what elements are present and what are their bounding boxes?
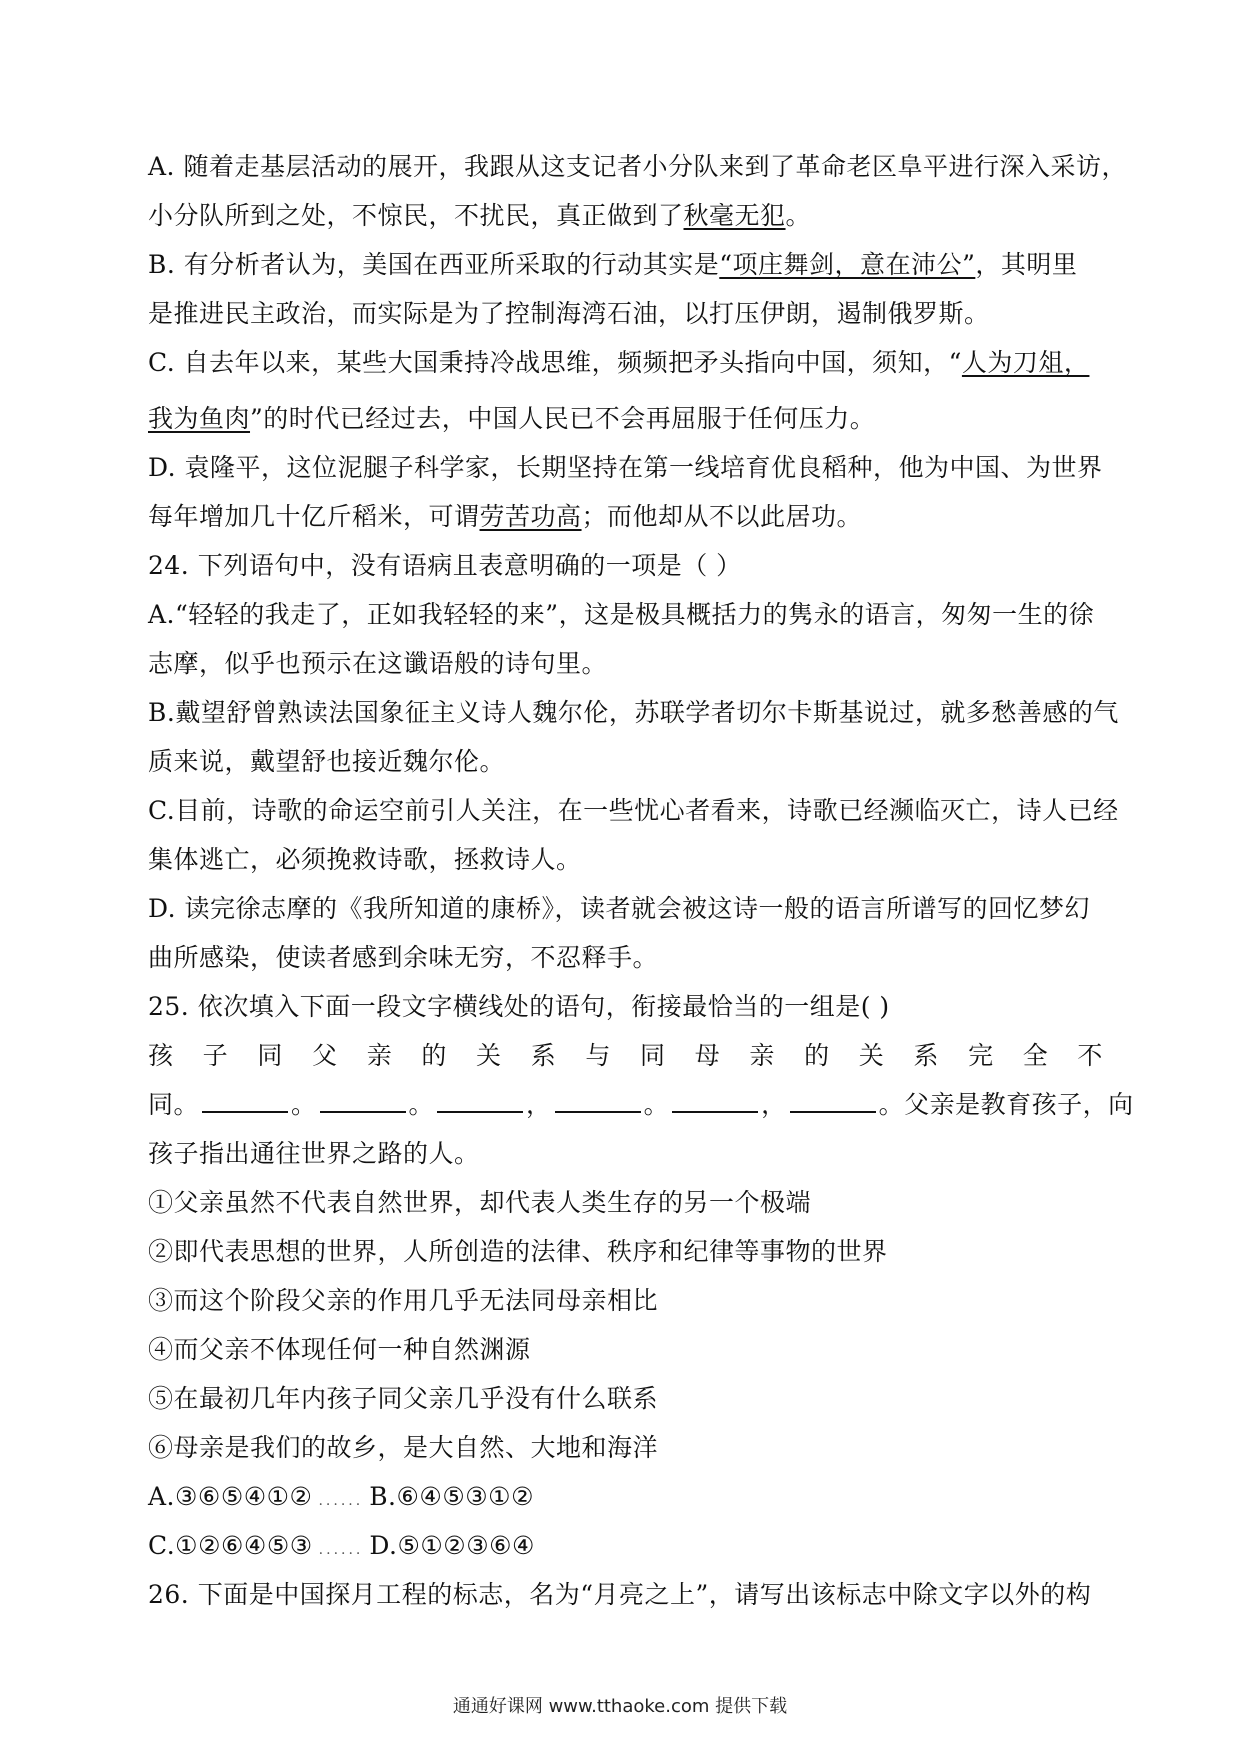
underlined-idiom: 秋毫无犯 [683,201,786,230]
paragraph-char: 与 [585,1041,611,1070]
paragraph-char: 同 [257,1041,283,1070]
underlined-idiom: 我为鱼肉 [148,404,251,433]
q23-option-a-line2: 小分队所到之处，不惊民，不扰民，真正做到了秋毫无犯。 [148,201,812,230]
q25-paragraph-line3: 孩子指出通往世界之路的人。 [148,1139,480,1168]
q24-option-b-line2: 质来说，戴望舒也接近魏尔伦。 [148,747,506,776]
paragraph-char: 同 [640,1041,666,1070]
answer-blank-2[interactable] [320,1091,406,1113]
exam-page [148,152,1134,1610]
q23-option-d-line2: 每年增加几十亿斤稻米，可谓劳苦功高；而他却从不以此居功。 [148,502,863,531]
paragraph-char: 父 [312,1041,338,1070]
q24-option-d-line1: D. 读完徐志摩的《我所知道的康桥》，读者就会被这诗一般的语言所谱写的回忆梦幻 [148,894,1091,923]
underlined-idiom: “项庄舞剑，意在沛公” [719,250,976,279]
q23-option-b-line2: 是推进民主政治，而实际是为了控制海湾石油，以打压伊朗，遏制俄罗斯。 [148,299,990,328]
q24-option-d-line2: 曲所感染，使读者感到余味无穷，不忍释手。 [148,943,659,972]
paragraph-char: 系 [913,1041,939,1070]
q25-sentence-6: ⑥母亲是我们的故乡，是大自然、大地和海洋 [148,1433,659,1462]
q24-option-a-line2: 志摩，似乎也预示在这谶语般的诗句里。 [148,649,608,678]
paragraph-char: 系 [530,1041,557,1070]
q23-option-b-line1: B. 有分析者认为，美国在西亚所采取的行动其实是“项庄舞剑，意在沛公”，其明里 [148,250,1078,279]
q25-sentence-2: ②即代表思想的世界，人所创造的法律、秩序和纪律等事物的世界 [148,1237,888,1266]
q24-option-b-line1: B.戴望舒曾熟读法国象征主义诗人魏尔伦，苏联学者切尔卡斯基说过，就多愁善感的气 [148,698,1119,727]
q25-options-ab: A.③⑥⑤④①② ...... B.⑥④⑤③①② [148,1482,534,1511]
answer-blank-3[interactable] [437,1091,523,1113]
paragraph-char: 亲 [366,1041,393,1070]
q25-paragraph-line2: 同。 。 。 ， 。 ， 。父亲是教育孩子，向 [148,1090,1134,1119]
paragraph-char: 全 [1022,1041,1049,1070]
paragraph-char: 关 [858,1041,885,1070]
q23-option-a-line1: A. 随着走基层活动的展开，我跟从这支记者小分队来到了革命老区阜平进行深入采访， [148,152,1127,181]
q25-paragraph-line1 [148,1041,1103,1071]
q25-options-cd: C.①②⑥④⑤③ ...... D.⑤①②③⑥④ [148,1531,535,1560]
q26-stem: 26. 下面是中国探月工程的标志，名为“月亮之上”，请写出该标志中除文字以外的构 [148,1580,1092,1609]
paragraph-char: 不 [1077,1041,1103,1070]
q24-option-c-line1: C.目前，诗歌的命运空前引人关注，在一些忧心者看来，诗歌已经濒临灭亡，诗人已经 [148,796,1119,825]
answer-blank-6[interactable] [790,1091,876,1113]
paragraph-char: 关 [476,1041,502,1070]
answer-blank-5[interactable] [672,1091,758,1113]
q25-sentence-3: ③而这个阶段父亲的作用几乎无法同母亲相比 [148,1286,659,1315]
underlined-idiom: 劳苦功高 [479,502,582,531]
q24-option-c-line2: 集体逃亡，必须挽救诗歌，拯救诗人。 [148,845,582,874]
underlined-idiom: 人为刀俎， [961,348,1090,377]
q25-sentence-4: ④而父亲不体现任何一种自然渊源 [148,1335,531,1364]
q25-sentence-1: ①父亲虽然不代表自然世界，却代表人类生存的另一个极端 [148,1188,812,1217]
paragraph-char: 孩 [148,1041,174,1070]
q23-option-d-line1: D. 袁隆平，这位泥腿子科学家，长期坚持在第一线培育优良稻种，他为中国、为世界 [148,453,1103,482]
q24-stem: 24. 下列语句中，没有语病且表意明确的一项是（ ） [148,551,742,580]
q25-option-b: B.⑥④⑤③①② [369,1482,534,1511]
page-footer: 通通好课网 www.tthaoke.com 提供下载 [452,1696,788,1717]
q25-stem: 25. 依次填入下面一段文字横线处的语句，衔接最恰当的一组是( ) [148,992,890,1021]
paragraph-char: 的 [421,1041,447,1070]
paragraph-char: 的 [804,1041,830,1070]
paragraph-char: 亲 [749,1041,775,1070]
q24-option-a-line1: A.“轻轻的我走了，正如我轻轻的来”，这是极具概括力的隽永的语言，匆匆一生的徐 [148,600,1095,629]
paragraph-char: 母 [694,1041,721,1070]
answer-blank-4[interactable] [555,1091,641,1113]
paragraph-char: 完 [968,1041,994,1070]
q25-sentence-5: ⑤在最初几年内孩子同父亲几乎没有什么联系 [148,1384,659,1413]
q25-option-a: A.③⑥⑤④①② [148,1482,313,1511]
q23-option-c-line1: C. 自去年以来，某些大国秉持冷战思维，频频把矛头指向中国，须知，“人为刀俎， [148,348,1090,377]
q23-option-c-line2: 我为鱼肉”的时代已经过去，中国人民已不会再屈服于任何压力。 [148,404,876,433]
answer-blank-1[interactable] [202,1091,288,1113]
q25-option-d: D.⑤①②③⑥④ [369,1531,535,1560]
paragraph-char: 子 [202,1041,229,1070]
q25-option-c: C.①②⑥④⑤③ [148,1531,313,1560]
